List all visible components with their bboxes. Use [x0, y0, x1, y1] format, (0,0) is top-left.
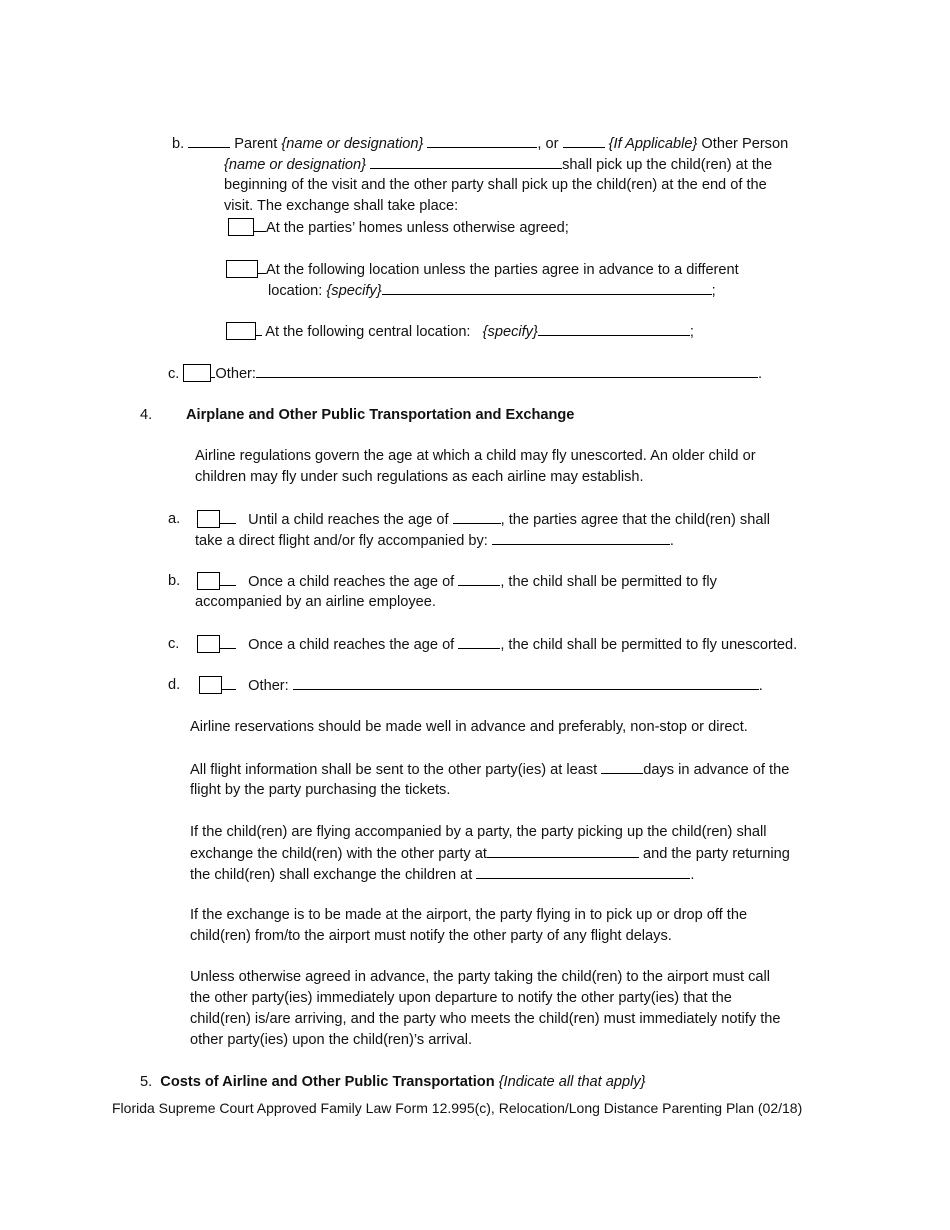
- exchange-option-homes: At the parties’ homes unless otherwise agreed;: [228, 217, 569, 238]
- airline-other-checkbox[interactable]: [199, 676, 222, 694]
- section-4-title: Airplane and Other Public Transportation and Exchange: [186, 407, 575, 423]
- section-4-p5-line2: the other party(ies) immediately upon departure to notify the other party(ies) that the: [190, 990, 732, 1006]
- section-4d-line1: Other: .: [199, 675, 763, 696]
- unescorted-checkbox[interactable]: [197, 635, 220, 653]
- exchange-option-location-line2: location: {specify} ;: [268, 280, 716, 301]
- section-4-p3-line1: If the child(ren) are flying accompanied by a party, the party picking up the child(ren) shall: [190, 824, 767, 840]
- direct-flight-checkbox[interactable]: [197, 510, 220, 528]
- section-4-number: 4.: [140, 407, 153, 423]
- section-4b-line1: Once a child reaches the age of , the child shall be permitted to fly: [197, 571, 717, 592]
- form-footer: Florida Supreme Court Approved Family Law Form 12.995(c), Relocation/Long Distance Parenting Plan (02/18): [112, 1100, 803, 1116]
- central-location-checkbox[interactable]: [226, 322, 256, 340]
- location-checkbox[interactable]: [226, 260, 258, 278]
- other-checkbox[interactable]: [183, 364, 211, 382]
- central-specify-blank[interactable]: [538, 321, 690, 336]
- section-4-p5-line4: other party(ies) upon the child(ren)’s arrival.: [190, 1032, 472, 1048]
- section-3b-line2: {name or designation} shall pick up the child(ren) at the: [224, 154, 772, 175]
- exchange-option-central: At the following central location: {specify} ;: [226, 321, 694, 342]
- age-employee-blank[interactable]: [458, 571, 500, 586]
- section-4b-label: b.: [168, 573, 181, 589]
- days-in-advance-blank[interactable]: [601, 759, 643, 774]
- exchange-option-location: At the following location unless the parties agree in advance to a different: [226, 259, 739, 280]
- section-4c-line1: Once a child reaches the age of , the child shall be permitted to fly unescorted.: [197, 634, 797, 655]
- section-4a-line1: Until a child reaches the age of , the parties agree that the child(ren) shall: [197, 509, 770, 530]
- parent-blank[interactable]: [188, 133, 230, 148]
- accompanied-by-blank[interactable]: [492, 530, 670, 545]
- section-4a-label: a.: [168, 511, 181, 527]
- section-4-p5-line1: Unless otherwise agreed in advance, the party taking the child(ren) to the airport must call: [190, 969, 770, 985]
- age-unescorted-blank[interactable]: [458, 634, 500, 649]
- section-4b-line2: accompanied by an airline employee.: [195, 594, 436, 610]
- airline-other-blank[interactable]: [293, 675, 759, 690]
- return-exchange-blank[interactable]: [476, 864, 690, 879]
- other-person-name-blank[interactable]: [370, 154, 562, 169]
- parent-name-blank[interactable]: [427, 133, 537, 148]
- section-4d-label: d.: [168, 677, 181, 693]
- other-person-blank[interactable]: [563, 133, 605, 148]
- section-4-p2-line1: All flight information shall be sent to the other party(ies) at least days in advance of the: [190, 759, 789, 780]
- age-until-blank[interactable]: [453, 509, 501, 524]
- section-3b-line4: visit. The exchange shall take place:: [224, 198, 459, 214]
- section-3c: c. Other: .: [168, 363, 762, 384]
- other-blank[interactable]: [256, 363, 758, 378]
- location-specify-blank[interactable]: [382, 280, 712, 295]
- section-3b-line3: beginning of the visit and the other party shall pick up the child(ren) at the end of the: [224, 177, 767, 193]
- section-4-intro1: Airline regulations govern the age at which a child may fly unescorted. An older child or: [195, 448, 756, 464]
- homes-checkbox[interactable]: [228, 218, 254, 236]
- section-4-p4-line2: child(ren) from/to the airport must notify the other party of any flight delays.: [190, 928, 672, 944]
- section-4-p1: Airline reservations should be made well in advance and preferably, non-stop or direct.: [190, 719, 748, 735]
- section-4-p5-line3: child(ren) is/are arriving, and the party who meets the child(ren) must immediately notify the: [190, 1011, 781, 1027]
- section-4-p4-line1: If the exchange is to be made at the airport, the party flying in to pick up or drop off the: [190, 907, 748, 923]
- airline-employee-checkbox[interactable]: [197, 572, 220, 590]
- section-4-intro2: children may fly under such regulations as each airline may establish.: [195, 469, 644, 485]
- exchange-at-blank[interactable]: [487, 843, 639, 858]
- section-4-p3-line3: the child(ren) shall exchange the children at .: [190, 864, 694, 885]
- section-3b-line1: b. Parent {name or designation} , or {If Applicable} Other Person: [172, 133, 788, 154]
- section-4c-label: c.: [168, 636, 180, 652]
- section-4-p2-line2: flight by the party purchasing the tickets.: [190, 782, 451, 798]
- section-4-p3-line2: exchange the child(ren) with the other party at and the party returning: [190, 843, 790, 864]
- section-5-heading: 5. Costs of Airline and Other Public Transportation {Indicate all that apply}: [140, 1074, 646, 1090]
- section-4a-line2: take a direct flight and/or fly accompanied by: .: [195, 530, 674, 551]
